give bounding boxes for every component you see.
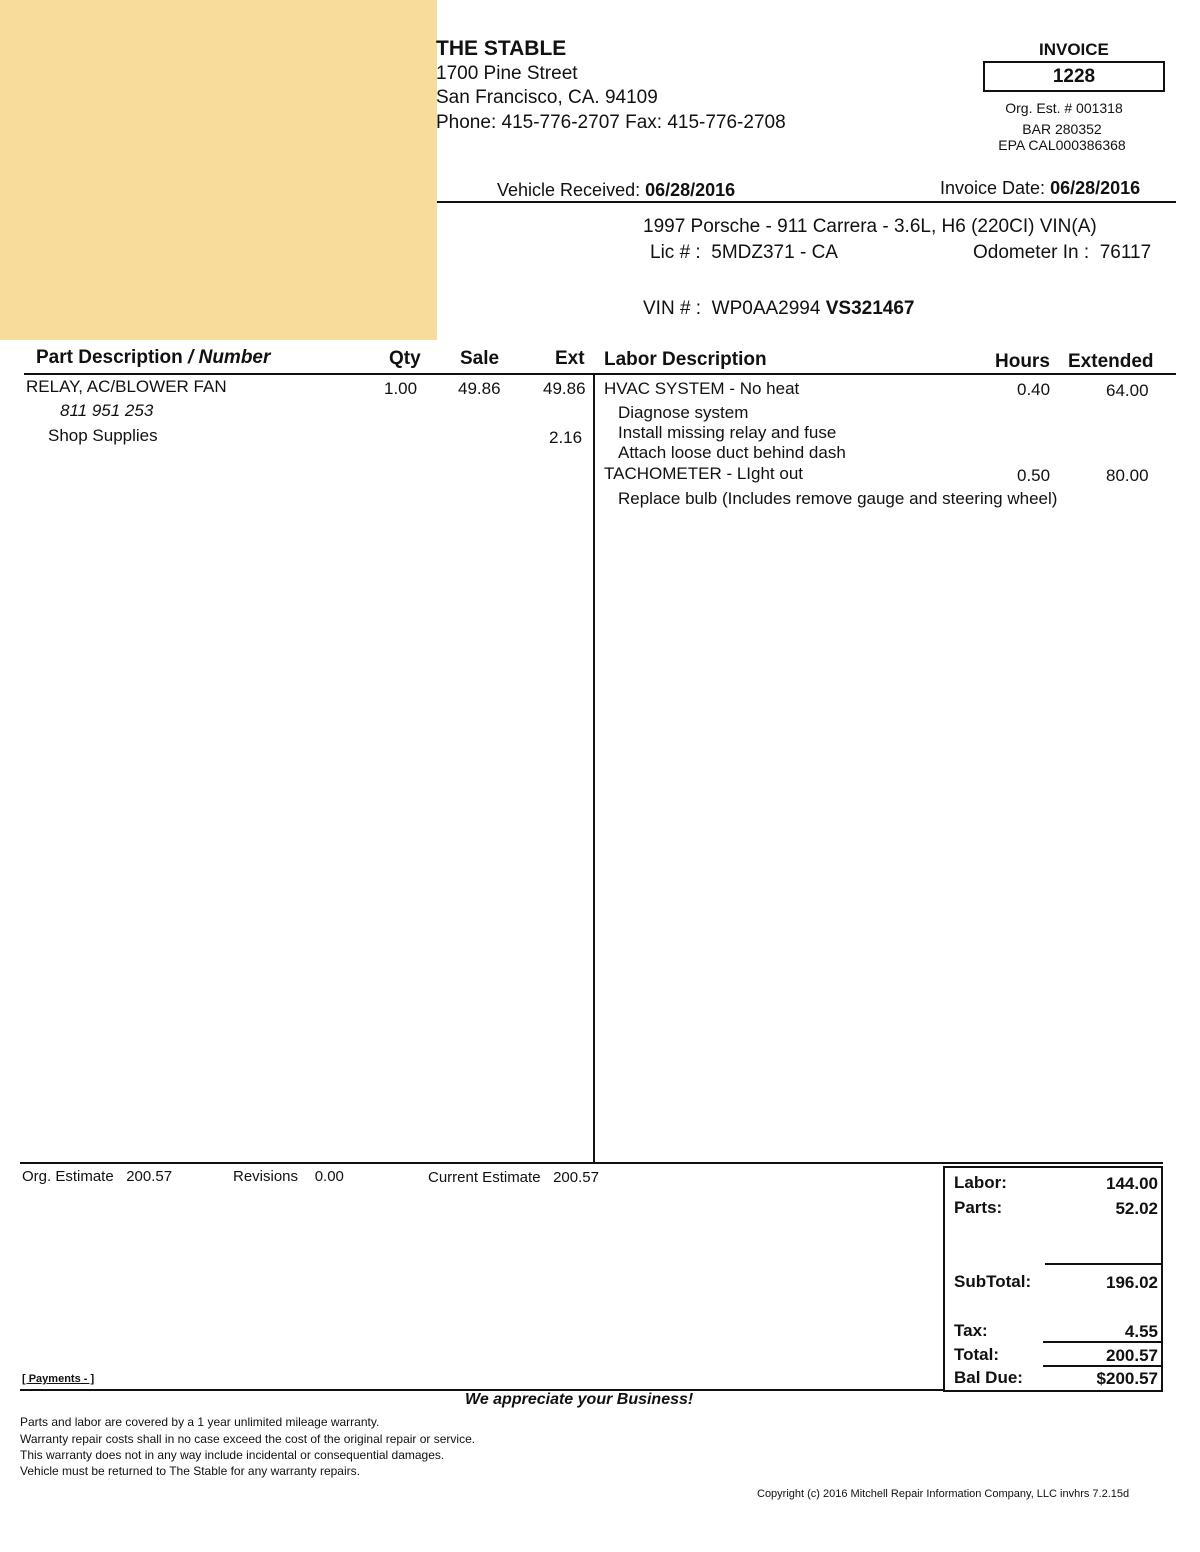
invoice-title: INVOICE xyxy=(1039,40,1109,59)
labor-header-hours: Hours xyxy=(995,351,1050,372)
invoice-date xyxy=(940,178,1140,199)
shop-city: San Francisco, CA. 94109 xyxy=(436,87,658,108)
odometer-label: Odometer In : xyxy=(973,242,1090,263)
labor-job-1-title: HVAC SYSTEM - No heat xyxy=(604,379,800,398)
table-header-divider xyxy=(24,373,1176,375)
total-rule xyxy=(1043,1341,1162,1343)
revisions-label: Revisions xyxy=(233,1168,299,1185)
header-divider xyxy=(437,201,1176,203)
license-value: 5MDZ371 - CA xyxy=(711,242,838,263)
vehicle-description: 1997 Porsche - 911 Carrera - 3.6L, H6 (220CI) VIN(A) xyxy=(643,216,1097,237)
revisions xyxy=(233,1168,344,1185)
payments-note: [ Payments - ] xyxy=(22,1373,95,1385)
labor-job-1-line-3: Attach loose duct behind dash xyxy=(618,443,846,462)
labor-job-1-hours: 0.40 xyxy=(1017,380,1051,399)
labor-job-2-line-1: Replace bulb (Includes remove gauge and steering wheel) xyxy=(618,489,1058,508)
bal-due-value: $200.57 xyxy=(1096,1369,1158,1388)
part-row-2-ext: 2.16 xyxy=(549,428,583,447)
warranty-line-3: This warranty does not in any way include incidental or consequential damages. xyxy=(20,1448,445,1462)
part-row-1-desc: RELAY, AC/BLOWER FAN xyxy=(26,377,227,396)
labor-job-1-extended: 64.00 xyxy=(1106,381,1149,400)
tax-label: Tax: xyxy=(954,1321,988,1340)
vin-label: VIN # : xyxy=(643,298,702,319)
org-estimate-label: Org. Estimate xyxy=(22,1168,114,1185)
current-estimate-label: Current Estimate xyxy=(428,1169,541,1186)
parts-header-number-label: Number xyxy=(198,347,271,368)
labor-total-value: 144.00 xyxy=(1106,1174,1158,1193)
vehicle-received-date: 06/28/2016 xyxy=(645,180,736,200)
total-value: 200.57 xyxy=(1106,1346,1158,1365)
vin xyxy=(643,298,914,320)
license-label: Lic # : xyxy=(650,242,701,263)
parts-labor-divider xyxy=(593,375,595,1162)
total-label: Total: xyxy=(954,1345,1000,1364)
estimates-divider xyxy=(20,1162,1163,1164)
shop-phone-fax: Phone: 415-776-2707 Fax: 415-776-2708 xyxy=(436,112,786,133)
labor-job-2-title: TACHOMETER - LIght out xyxy=(604,464,804,483)
part-row-1-qty: 1.00 xyxy=(384,379,418,398)
vehicle-received-label: Vehicle Received: xyxy=(497,180,641,200)
labor-job-2-extended: 80.00 xyxy=(1106,466,1149,485)
current-estimate-value: 200.57 xyxy=(553,1169,599,1186)
bar-number: BAR 280352 xyxy=(1022,121,1102,137)
invoice-date-value: 06/28/2016 xyxy=(1050,178,1141,198)
parts-header-slash: / xyxy=(188,347,194,368)
warranty-line-4: Vehicle must be returned to The Stable for any warranty repairs. xyxy=(20,1464,360,1478)
part-row-2-desc: Shop Supplies xyxy=(48,426,158,445)
bal-due-label: Bal Due: xyxy=(954,1368,1023,1387)
parts-header-sale: Sale xyxy=(460,348,500,369)
part-row-1-sale: 49.86 xyxy=(458,379,501,398)
org-estimate-value: 200.57 xyxy=(126,1168,173,1185)
invoice-number: 1228 xyxy=(983,61,1165,92)
license-plate xyxy=(650,242,838,264)
sticky-note-redaction xyxy=(0,0,437,340)
subtotal-rule xyxy=(1045,1263,1162,1265)
current-estimate xyxy=(428,1169,599,1186)
subtotal-value: 196.02 xyxy=(1106,1273,1158,1292)
org-estimate xyxy=(22,1168,172,1185)
labor-header-description: Labor Description xyxy=(604,349,767,370)
org-est-number: Org. Est. # 001318 xyxy=(1005,100,1123,116)
labor-job-1-line-2: Install missing relay and fuse xyxy=(618,423,837,442)
vehicle-received xyxy=(497,180,735,201)
labor-total-label: Labor: xyxy=(954,1173,1007,1192)
shop-street: 1700 Pine Street xyxy=(436,63,578,84)
baldue-rule xyxy=(1043,1365,1162,1367)
vin-suffix: VS321467 xyxy=(825,298,915,319)
labor-header-extended: Extended xyxy=(1068,351,1154,372)
part-row-1-number: 811 951 253 xyxy=(60,401,154,420)
vin-prefix: WP0AA2994 xyxy=(711,298,821,319)
thanks-message: We appreciate your Business! xyxy=(465,1391,694,1408)
parts-header-description xyxy=(36,347,270,369)
invoice-date-label: Invoice Date: xyxy=(940,178,1046,198)
part-row-1-ext: 49.86 xyxy=(543,379,586,398)
warranty-line-2: Warranty repair costs shall in no case exceed the cost of the original repair or service. xyxy=(20,1432,476,1446)
parts-total-value: 52.02 xyxy=(1115,1199,1158,1218)
warranty-line-1: Parts and labor are covered by a 1 year unlimited mileage warranty. xyxy=(20,1415,380,1429)
parts-header-qty: Qty xyxy=(389,348,421,369)
subtotal-label: SubTotal: xyxy=(954,1272,1032,1291)
copyright: Copyright (c) 2016 Mitchell Repair Information Company, LLC invhrs 7.2.15d xyxy=(757,1488,1130,1500)
tax-value: 4.55 xyxy=(1124,1322,1158,1341)
parts-total-label: Parts: xyxy=(954,1198,1003,1217)
revisions-value: 0.00 xyxy=(314,1168,344,1185)
labor-job-2-hours: 0.50 xyxy=(1017,466,1051,485)
labor-job-1-line-1: Diagnose system xyxy=(618,403,749,422)
parts-header-desc-label: Part Description xyxy=(36,347,183,368)
parts-header-ext: Ext xyxy=(555,348,585,369)
odometer xyxy=(973,242,1151,264)
shop-name: THE STABLE xyxy=(436,37,567,60)
odometer-value: 76117 xyxy=(1099,242,1152,263)
epa-number: EPA CAL000386368 xyxy=(998,137,1126,153)
